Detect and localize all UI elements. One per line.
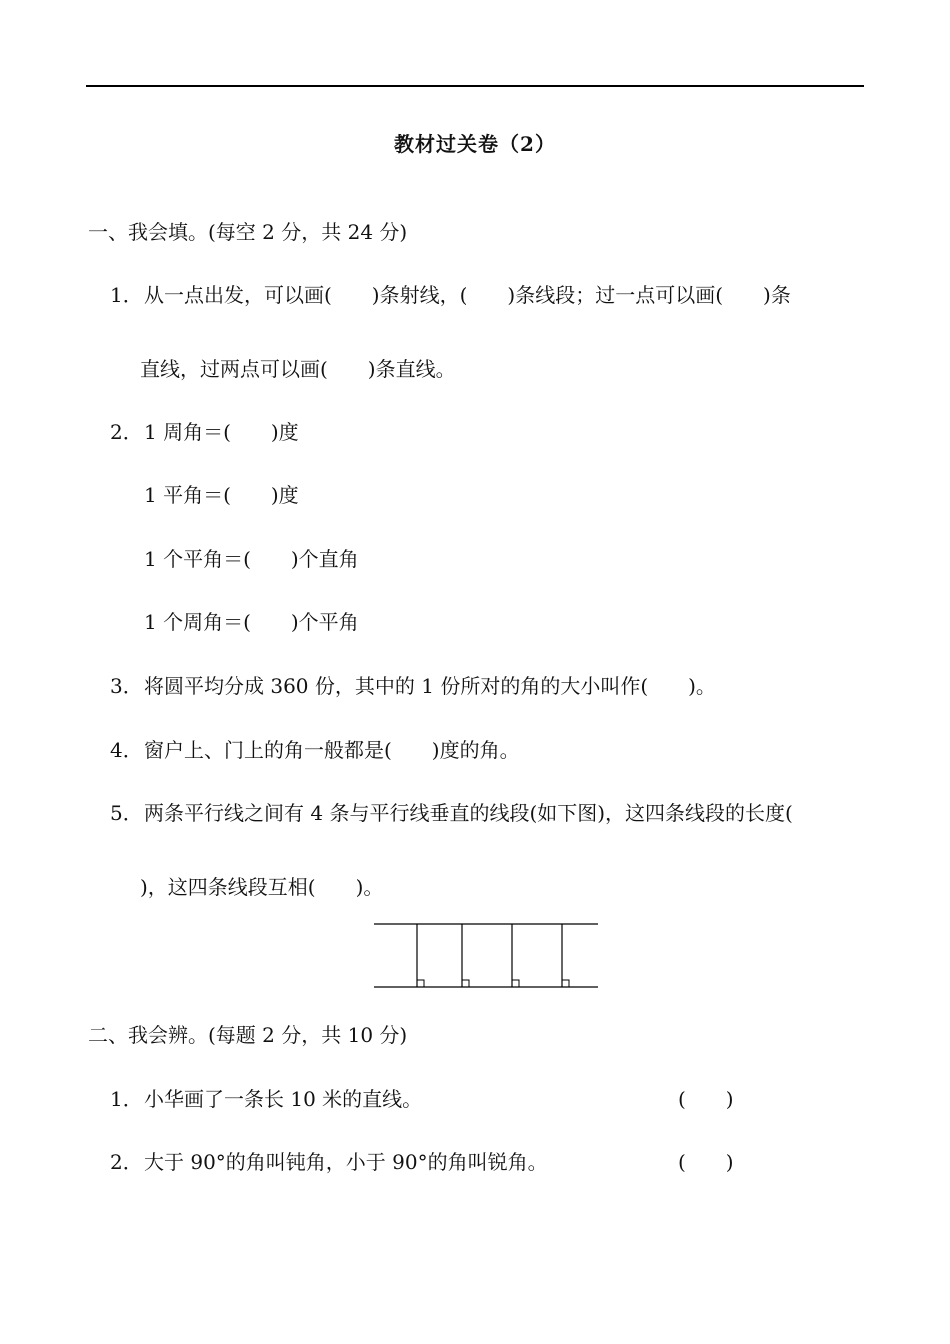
question-1-2-b: 1 平角＝( )度 xyxy=(144,483,299,507)
question-number: 2． xyxy=(110,1150,143,1174)
question-text: 窗户上、门上的角一般都是( )度的角。 xyxy=(144,738,520,762)
right-angle-mark xyxy=(512,980,519,987)
question-2-1 xyxy=(110,1085,422,1113)
answer-blank: ( ) xyxy=(678,1087,734,1111)
question-1-4 xyxy=(110,736,520,764)
question-text: 从一点出发，可以画( )条射线，( )条线段；过一点可以画( )条 xyxy=(144,283,791,307)
perpendicular-segment xyxy=(462,924,469,987)
question-text: 大于 90°的角叫钝角，小于 90°的角叫锐角。 xyxy=(144,1150,548,1174)
question-1-2-d: 1 个周角＝( )个平角 xyxy=(144,610,359,634)
header-rule xyxy=(86,85,864,87)
answer-blank: ( ) xyxy=(678,1150,734,1174)
question-number: 1． xyxy=(110,1087,143,1111)
right-angle-mark xyxy=(462,980,469,987)
question-1-1 xyxy=(110,281,791,309)
section1-heading: 一、我会填。(每空 2 分，共 24 分) xyxy=(88,220,408,244)
question-number: 3． xyxy=(110,674,143,698)
question-text: 1 周角＝( )度 xyxy=(144,420,299,444)
right-angle-mark xyxy=(417,980,424,987)
right-angle-mark xyxy=(562,980,569,987)
section2-heading: 二、我会辨。(每题 2 分，共 10 分) xyxy=(88,1023,408,1047)
question-text: 小华画了一条长 10 米的直线。 xyxy=(144,1087,423,1111)
perpendicular-segment xyxy=(512,924,519,987)
question-text: 两条平行线之间有 4 条与平行线垂直的线段(如下图)，这四条线段的长度( xyxy=(144,801,793,825)
question-1-5-cont: )，这四条线段互相( )。 xyxy=(140,875,384,899)
page-title: 教材过关卷（2） xyxy=(394,132,556,156)
question-number: 4． xyxy=(110,738,143,762)
question-1-5 xyxy=(110,799,793,827)
question-number: 2． xyxy=(110,420,143,444)
parallel-lines-figure xyxy=(372,920,602,992)
question-number: 5． xyxy=(110,801,143,825)
question-1-2-c: 1 个平角＝( )个直角 xyxy=(144,547,359,571)
perpendicular-segment xyxy=(562,924,569,987)
question-2-2 xyxy=(110,1148,548,1176)
question-1-1-cont: 直线，过两点可以画( )条直线。 xyxy=(140,357,456,381)
perpendicular-segment xyxy=(417,924,424,987)
question-1-2 xyxy=(110,418,299,446)
question-text: 将圆平均分成 360 份，其中的 1 份所对的角的大小叫作( )。 xyxy=(144,674,716,698)
question-1-3 xyxy=(110,672,716,700)
question-number: 1． xyxy=(110,283,143,307)
